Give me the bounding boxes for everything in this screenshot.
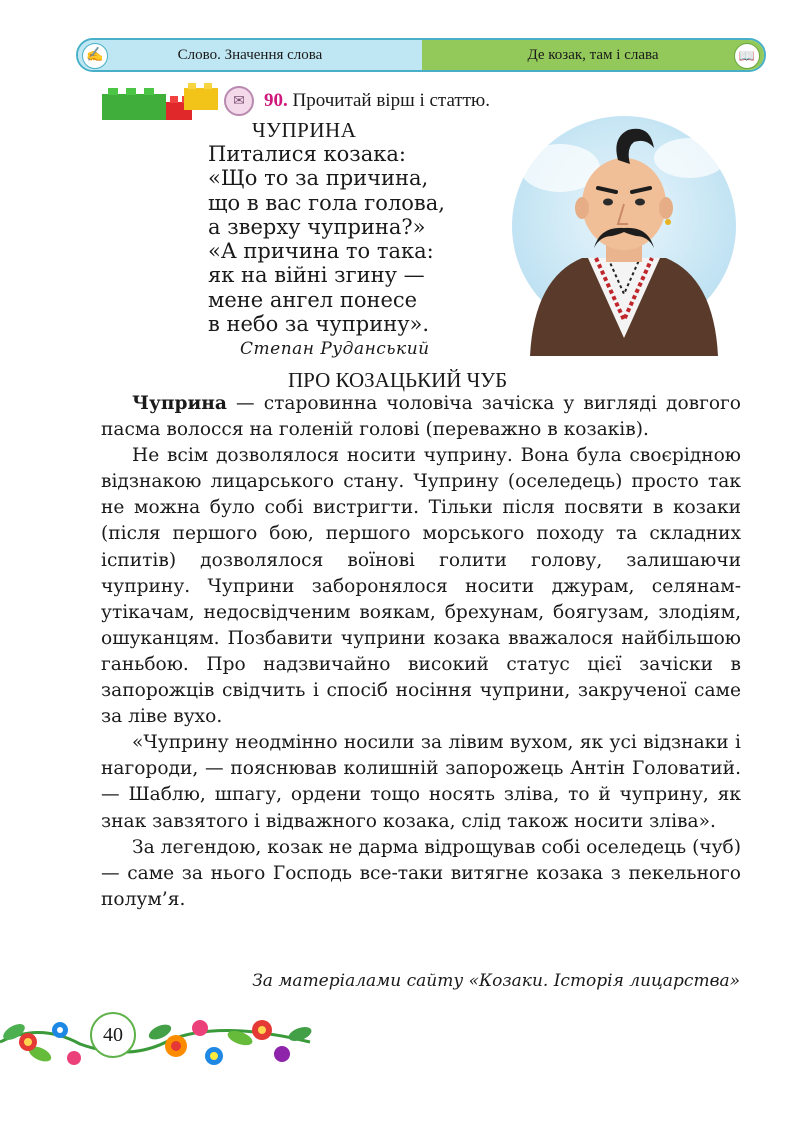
poem-author: Степан Руданський <box>240 339 430 359</box>
header-left-title: Слово. Значення слова <box>177 46 323 63</box>
poem-line: «А причина то така: <box>208 239 434 264</box>
task-line <box>264 90 490 112</box>
header-right-section <box>422 40 764 70</box>
floral-ornament <box>0 1002 320 1072</box>
poem-line: Питалися козака: <box>208 142 406 166</box>
article-title: ПРО КОЗАЦЬКИЙ ЧУБ <box>288 368 508 392</box>
poem-line: а зверху чуприна?» <box>208 214 426 239</box>
page-number: 40 <box>90 1012 136 1058</box>
poem-line: «Що то за причина, <box>208 166 429 191</box>
poem-body <box>208 142 445 336</box>
reading-task-icon: ✉ <box>224 86 254 116</box>
task-text: Прочитай вірш і статтю. <box>292 90 490 111</box>
header-right-title: Де козак, там і слава <box>527 46 659 63</box>
poem-line: мене ангел понесе <box>208 287 418 312</box>
header-left-section <box>78 40 422 70</box>
poem-line: як на війні згину — <box>208 263 425 288</box>
pen-icon: ✍ <box>82 43 108 69</box>
poem-line: в небо за чуприну». <box>208 312 430 337</box>
book-icon: 📖 <box>734 43 760 69</box>
cossack-illustration <box>500 108 740 356</box>
article-body <box>101 391 741 913</box>
article-source: За матеріалами сайту «Козаки. Історія лицарства» <box>252 971 740 991</box>
page-header <box>76 38 766 72</box>
article-paragraph: Не всім дозволялося носити чуприну. Вона була своєрідною відзнакою лицарського стану. Чуприну (оселедець) просто так не можна було собі вистригти. Тільки після посвяти в козаки (після першого бою, першого морського походу та складних іспитів) дозволялося воїнові голити голову, залишаючи чуприну. Чуприни заборонялося носити джурам, селянам-утікачам, недосвідченим воякам, брехунам, боягузам, злодіям, ошуканцям. Позбавити чуприни козака вважалося найбільшою ганьбою. Про надзвичайно високий статус цієї зачіски в запорожців свідчить і спосіб носіння чуприни, закрученої саме за ліве вухо. <box>101 445 741 728</box>
article-definition: — старовинна чоловіча зачіска у вигляді довгого пасма волосся на голеній голові (переважно в козаків). <box>101 393 741 441</box>
article-paragraph: За легендою, козак не дарма відрощував собі оселедець (чуб) — саме за нього Господь все-таки витягне козака з пекельного полум’я. <box>101 836 741 910</box>
lego-bricks-icon <box>100 82 222 122</box>
article-paragraph <box>101 391 741 443</box>
poem-title: ЧУПРИНА <box>252 118 357 142</box>
article-paragraph: «Чуприну неодмінно носили за лівим вухом, як усі відзнаки і нагороди, — пояснював колишній запорожець Антін Головатий. — Шаблю, шпагу, ордени тощо носять зліва, то й чуприну, як знак завзятого і відважного козака, слід також носити зліва». <box>101 732 741 832</box>
poem-line: що в вас гола голова, <box>208 190 445 215</box>
article-term: Чуприна <box>132 393 227 414</box>
task-number: 90. <box>264 90 288 111</box>
